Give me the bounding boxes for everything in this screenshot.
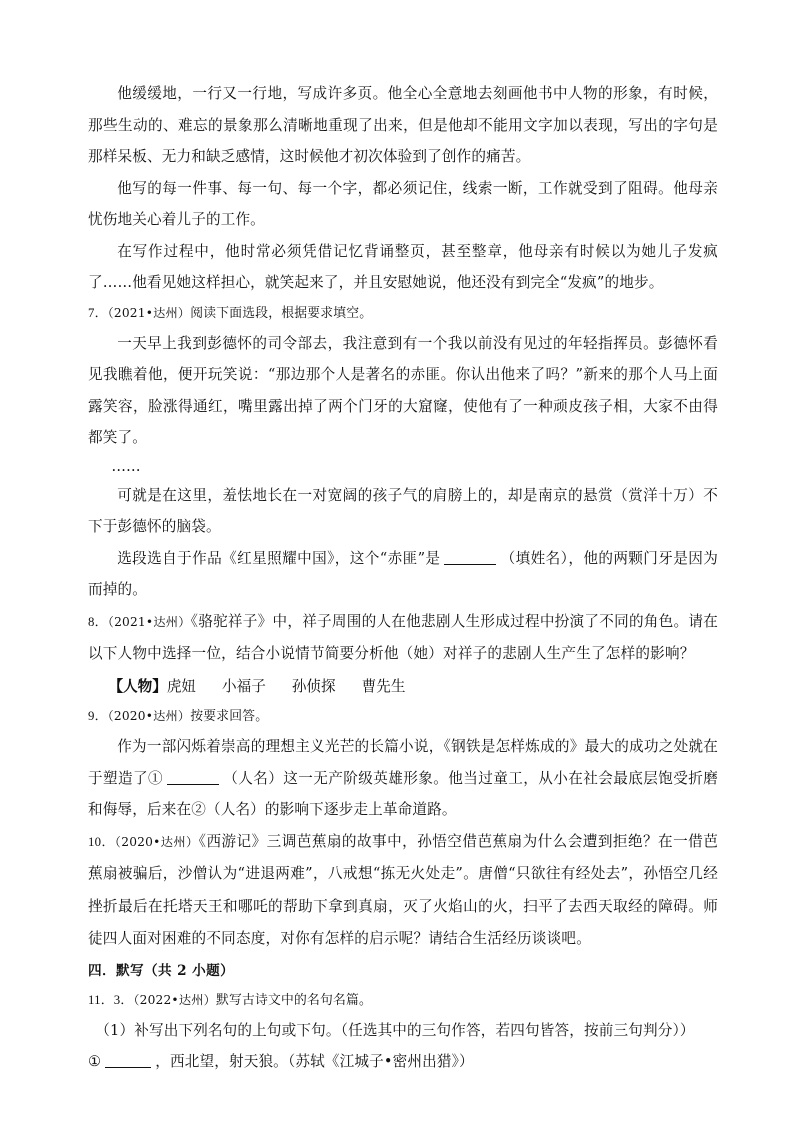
person-cao-xiansheng: 曹先生 (361, 677, 406, 695)
question-7-instruction: 阅读下面选段，根据要求填空。 (190, 305, 373, 321)
question-7-prompt-a: 选段选自于作品《红星照耀中国》，这个“赤匪”是 (117, 549, 441, 567)
question-7-prompt (88, 543, 718, 606)
person-xiao-fuzi: 小福子 (222, 677, 266, 695)
question-11-item-1-prefix: ① (88, 1053, 102, 1070)
question-9-number: 9． (88, 709, 108, 723)
passage-paragraph-1: 他缓缓地，一行又一行地，写成许多页。他全心全意地去刻画他书中人物的形象，有时候，那些生动的、难忘的景象那么清晰地重现了出来，但是他却不能用文字加以表现，写出的字句是那样呆板、无力和缺乏感情，这时候他才初次体验到了创作的痛苦。 (88, 85, 718, 165)
question-9-text (88, 731, 718, 826)
question-10-number: 10． (88, 834, 115, 849)
question-11-item-1 (88, 1046, 718, 1078)
answer-blank[interactable] (105, 1053, 151, 1068)
question-11-item-1-text: ，西北望，射天狼。（苏轼《江城子•密州出猎》） (155, 1053, 474, 1070)
question-11-source: （2022•达州） (133, 992, 216, 1007)
passage-paragraph-2: 他写的每一件事、每一句、每一个字，都必须记住，线索一断，工作就受到了阻碍。他母亲忧伤地关心着儿子的工作。 (88, 179, 718, 228)
question-8-header (88, 606, 718, 671)
question-7-excerpt-2: 可就是在这里，羞怯地长在一对宽阔的孩子气的肩膀上的，却是南京的悬赏（赏洋十万）不下于彭德怀的脑袋。 (88, 486, 718, 535)
document-page (88, 78, 718, 1078)
question-11-sub-1: （1）补写出下列名句的上句或下句。（任选其中的三句作答，若四句皆答，按前三句判分）） (95, 1021, 695, 1039)
question-9-source: （2020•达州） (107, 709, 191, 723)
question-9-instruction: 按要求回答。 (190, 709, 269, 724)
question-10-header (88, 826, 718, 956)
question-9-header (88, 702, 718, 731)
question-8-people (88, 671, 718, 703)
question-10-source: （2020•达州） (114, 834, 199, 849)
question-10-text-content: 《西游记》三调芭蕉扇的故事中，孙悟空借芭蕉扇为什么会遭到拒绝？在一借芭蕉扇被骗后，沙僧认为“进退两难”，八戒想“拣无火处走”。唐僧“只欲往有经处去”，孙悟空几经挫折最后在托塔天王和哪吒的帮助下拿到真扇，灭了火焰山的火，扫平了去西天取经的障碍。师徒四人面对困难的不同态度，对你有怎样的启示呢？请结合生活经历谈谈吧。 (88, 832, 719, 947)
question-7-excerpt-1: 一天早上我到彭德怀的司令部去，我注意到有一个我以前没有见过的年轻指挥员。彭德怀看见我瞧着他，便开玩笑说：“那边那个人是著名的赤匪。你认出他来了吗？”新来的那个人马上面露笑容，脸涨得通红，嘴里露出掉了两个门牙的大窟窿，使他有了一种顽皮孩子相，大家不由得都笑了。 (88, 334, 718, 446)
section-4-title: 四．默写（共 2 小题） (88, 962, 235, 979)
question-7-prompt-b: （填姓名），他的两颗门牙是因为而掉的。 (88, 549, 719, 598)
question-11-instruction: 默写古诗文中的名句名篇。 (215, 992, 372, 1008)
people-tag: 【人物】 (108, 677, 167, 695)
question-7-ellipsis: …… (111, 457, 141, 475)
question-8-number: 8． (88, 614, 108, 629)
question-8-source: （2021•达州） (107, 614, 191, 629)
question-11-number: 11．3． (88, 992, 134, 1007)
answer-blank[interactable] (167, 770, 219, 785)
question-9-text-b: （人名）这一无产阶级英雄形象。他当过童工，从小在社会最底层饱受折磨和侮辱，后来在②（人名）的影响下逐步走上革命道路。 (88, 769, 718, 818)
question-7-number: 7． (88, 305, 108, 320)
question-7-source: （2021•达州） (107, 305, 191, 320)
question-9-text-a: 作为一部闪烁着崇高的理想主义光芒的长篇小说，《钢铁是怎样炼成的》最大的成功之处就在于塑造了① (88, 738, 718, 787)
answer-blank[interactable] (444, 550, 496, 565)
person-hu-niu: 虎妞 (166, 677, 197, 695)
question-11-header (88, 986, 718, 1015)
passage-paragraph-3: 在写作过程中，他时常必须凭借记忆背诵整页，甚至整章，他母亲有时候以为她儿子发疯了……他看见她这样担心，就笑起来了，并且安慰她说，他还没有到完全“发疯”的地步。 (88, 242, 718, 291)
person-sun-zhentan: 孙侦探 (291, 677, 336, 695)
question-7-header (88, 299, 718, 328)
question-8-text-content: 《骆驼祥子》中，祥子周围的人在他悲剧人生形成过程中扮演了不同的角色。请在以下人物中选择一位，结合小说情节简要分析他（她）对祥子的悲剧人生产生了怎样的影响？ (88, 612, 718, 662)
